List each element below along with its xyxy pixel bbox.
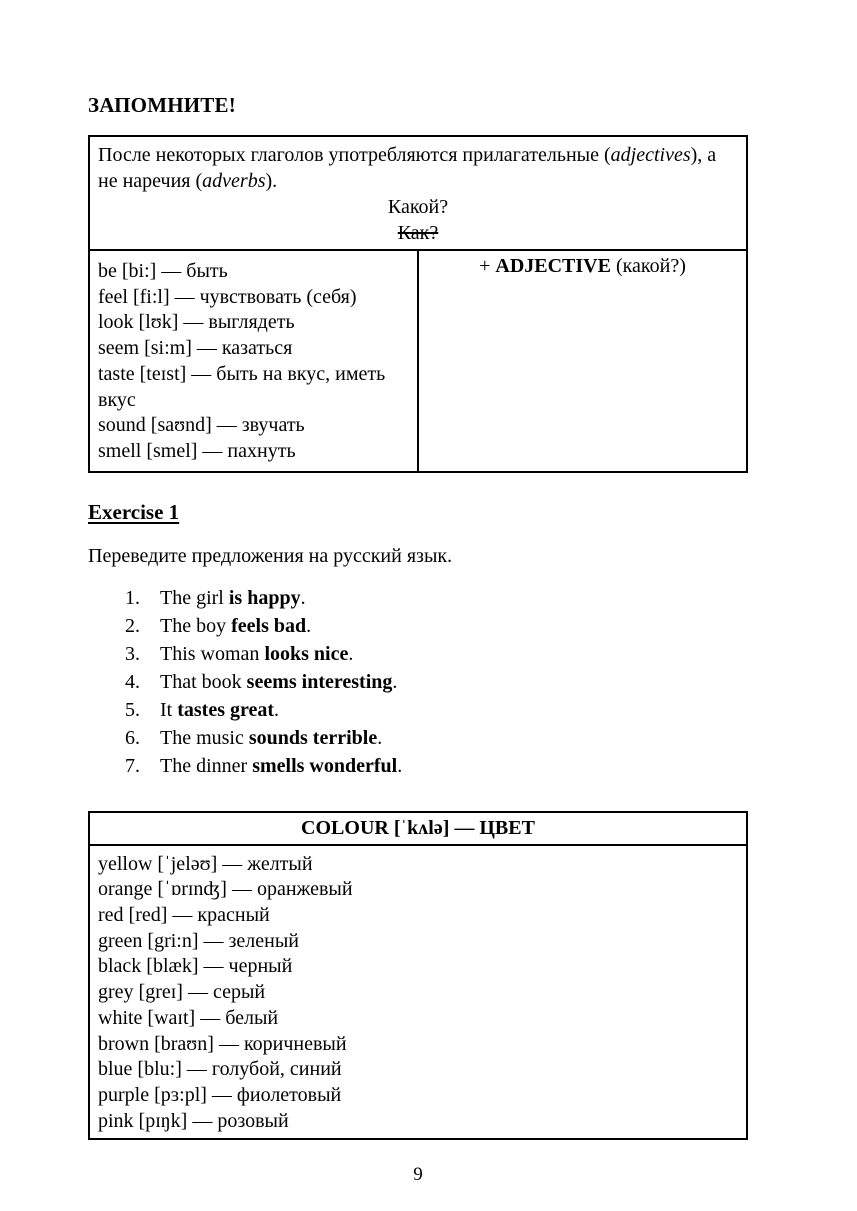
verb-entry: be [bi:] — быть (98, 260, 228, 282)
colour-entry: brown [braʊn] — коричневый (98, 1032, 347, 1055)
colour-entry: green [gri:n] — зеленый (98, 929, 299, 952)
rule-intro-italic2: adverbs (202, 170, 266, 192)
list-item (125, 696, 748, 724)
verbs-cell (89, 250, 418, 472)
colour-entry: white [waɪt] — белый (98, 1006, 279, 1029)
verb-entry: look [lʊk] — выглядеть (98, 311, 295, 334)
rule-intro-part2: ), а не наречия ( (98, 144, 717, 192)
colour-entry: orange [ˈɒrɪnʤ] — оранжевый (98, 878, 353, 901)
verb-entry: feel [fi:l] — чувствовать (себя) (98, 285, 357, 308)
colour-entry: black [blæk] — черный (98, 955, 293, 978)
rule-intro-cell (89, 136, 747, 250)
adjective-prefix: + (479, 255, 496, 277)
list-item (125, 640, 748, 668)
colour-table-header: COLOUR [ˈkʌlə] — ЦВЕТ (89, 812, 747, 845)
question-how: Как? (397, 222, 439, 244)
adjective-suffix: (какой?) (610, 255, 686, 277)
list-item-number: 3. (125, 642, 140, 665)
verb-entry: sound [saʊnd] — звучать (98, 414, 305, 437)
exercise-instruction: Переведите предложения на русский язык. (88, 544, 453, 567)
list-item (125, 612, 748, 640)
list-item (125, 584, 748, 612)
list-item-sentence: That book seems interesting. (160, 670, 398, 693)
verb-entry: smell [smel] — пахнуть (98, 439, 296, 462)
exercise-title-text: Exercise 1 (88, 499, 180, 524)
rule-intro-part3: ). (265, 170, 278, 192)
list-item-number: 7. (125, 754, 140, 777)
page-number: 9 (413, 1164, 423, 1186)
list-item-number: 5. (125, 698, 140, 721)
list-item-sentence: The music sounds terrible. (160, 726, 383, 749)
adjective-cell (418, 250, 747, 472)
exercise-title (88, 500, 748, 525)
colour-entry: grey [greɪ] — серый (98, 981, 266, 1004)
verb-entry: seem [si:m] — казаться (98, 337, 293, 360)
adjective-word: ADJECTIVE (495, 255, 611, 277)
list-item-sentence: The dinner smells wonderful. (160, 754, 403, 777)
list-item-sentence: It tastes great. (160, 698, 280, 721)
question-how-line (98, 220, 738, 246)
list-item-sentence: The girl is happy. (160, 586, 306, 609)
question-what: Какой? (387, 196, 449, 218)
rule-intro-text (98, 142, 738, 194)
colour-entry: blue [blu:] — голубой, синий (98, 1058, 342, 1081)
list-item-sentence: This woman looks nice. (160, 642, 354, 665)
rule-intro-part1: После некоторых глаголов употребляются прилагательные ( (98, 144, 611, 166)
list-item-number: 6. (125, 726, 140, 749)
colour-entry: pink [pɪŋk] — розовый (98, 1109, 289, 1132)
list-item (125, 752, 748, 780)
list-item-number: 1. (125, 586, 140, 609)
colour-entry: red [red] — красный (98, 904, 270, 927)
verb-entry: taste [teɪst] — быть на вкус, иметь вкус (98, 362, 386, 411)
list-item-number: 2. (125, 614, 140, 637)
sentence-list (88, 584, 748, 780)
list-item-sentence: The boy feels bad. (160, 614, 312, 637)
colour-table-body (89, 845, 747, 1140)
colour-entry: purple [pɜ:pl] — фиолетовый (98, 1083, 342, 1106)
list-item (125, 668, 748, 696)
list-item (125, 724, 748, 752)
colour-entry: yellow [ˈjeləʊ] — желтый (98, 852, 313, 875)
rule-intro-italic1: adjectives (610, 144, 691, 166)
rule-table (88, 135, 748, 473)
colour-table (88, 811, 748, 1141)
remember-heading: ЗАПОМНИТЕ! (88, 93, 236, 117)
list-item-number: 4. (125, 670, 140, 693)
